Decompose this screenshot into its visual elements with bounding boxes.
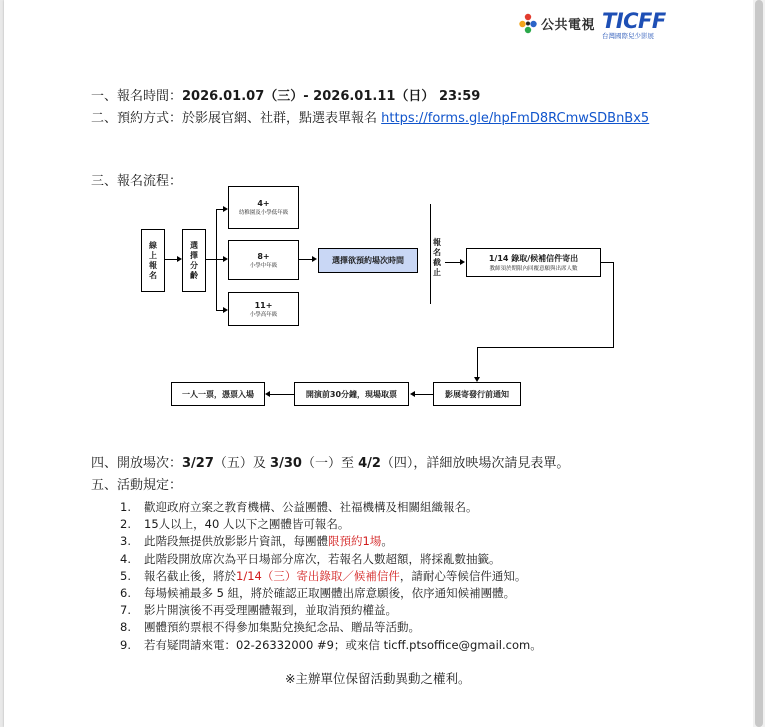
- registration-period-label: 一、報名時間：: [91, 89, 183, 104]
- pts-logo-text: 公共電視: [541, 17, 596, 33]
- booking-method: [91, 107, 649, 126]
- arrow-right-icon: [460, 259, 465, 265]
- arrow-right-icon: [312, 256, 317, 262]
- rule-item: [120, 551, 542, 568]
- flow-choose-age: 選擇分齡: [182, 229, 206, 292]
- rule-item: [120, 637, 542, 654]
- rule-item: [120, 602, 542, 619]
- rule-text: 此階段無提供放影影片資訊，每團體: [144, 534, 328, 549]
- rule-highlight-text: 限預約1場: [328, 534, 382, 549]
- screening-dates: 四、開放場次：3/27（五）及 3/30（一）至 4/2（四），詳細放映場次請見表單。: [91, 456, 570, 471]
- flow-age-8: 8+ 小學中年級: [228, 240, 299, 280]
- rule-number: 4.: [120, 551, 131, 566]
- rule-item: [120, 533, 542, 550]
- rule-text: 此階段開放席次為平日場部分席次，若報名人數超額，將採亂數抽籤。: [144, 551, 501, 566]
- flow-connector: [613, 262, 614, 348]
- rule-text: 歡迎政府立案之教育機構、公益團體、社福機構及相關組織報名。: [144, 500, 478, 514]
- registration-period: [91, 85, 480, 104]
- rule-item: [120, 499, 542, 516]
- rule-number: 9.: [120, 637, 131, 652]
- rule-text: 報名截止後，將於: [144, 568, 236, 583]
- flow-notification: 1/14 錄取/候補信件寄出 教師須於期限內回覆意願與出席人數: [466, 248, 601, 277]
- deadline-divider: [430, 204, 431, 304]
- booking-method-label: 二、預約方式：: [91, 111, 183, 126]
- process-heading: 三、報名流程：: [91, 174, 183, 189]
- footer-note: ※主辦單位保留活動異動之權利。: [285, 671, 471, 686]
- flow-connector: [270, 394, 294, 395]
- rule-number: 1.: [120, 500, 131, 514]
- rules-list: [120, 499, 542, 654]
- rule-highlight-text: 1/14（三）寄出錄取／候補信件: [236, 568, 400, 583]
- flow-connector: [414, 394, 433, 395]
- registration-period-value: 2026.01.07（三）- 2026.01.11（日） 23:59: [182, 89, 481, 104]
- flow-connector: [206, 259, 216, 260]
- pts-logo: [518, 12, 595, 34]
- document-page: [4, 0, 753, 727]
- rule-text: 若有疑問請來電：02-26332000 #9；或來信 ticff.ptsoffice@gmail.com。: [144, 637, 542, 652]
- arrow-left-icon: [410, 391, 415, 397]
- form-link[interactable]: https://forms.gle/hpFmD8RCmwSDBnBx5: [381, 111, 650, 126]
- flow-connector: [477, 347, 478, 377]
- ticff-logo-subtitle: 台灣國際兒少影展: [602, 32, 654, 40]
- booking-method-text: 於影展官網、社群，點選表單報名: [182, 111, 382, 126]
- rule-text: 影片開演後不再受理團體報到，並取消預約權益。: [144, 603, 397, 618]
- scrollbar-thumb[interactable]: [755, 0, 763, 727]
- rules-heading: 五、活動規定：: [91, 478, 183, 493]
- flow-reminder: 影展寄發行前通知: [433, 382, 521, 406]
- flow-ticket-pickup: 開演前30分鐘，現場取票: [294, 382, 409, 406]
- rule-item: [120, 619, 542, 636]
- ticff-logo: [602, 10, 672, 40]
- flow-entry: 一人一票，憑票入場: [171, 382, 265, 406]
- pts-logo-icon: [518, 12, 538, 34]
- scrollbar[interactable]: [753, 0, 765, 727]
- rule-number: 2.: [120, 517, 131, 532]
- flow-online-registration: 線上報名: [141, 229, 165, 292]
- flow-connector: [477, 347, 614, 348]
- rule-number: 7.: [120, 603, 131, 618]
- rule-text: 每場候補最多 5 組，將於確認正取團體出席意願後，依序通知候補團體。: [144, 586, 516, 601]
- rule-number: 5.: [120, 568, 131, 583]
- flow-age-11: 11+ 小學高年級: [228, 292, 299, 326]
- rule-item: [120, 516, 542, 533]
- rule-item: [120, 585, 542, 602]
- flow-connector: [445, 262, 461, 263]
- rule-number: 8.: [120, 620, 131, 635]
- rule-text: 15人以上，40 人以下之團體皆可報名。: [144, 517, 350, 532]
- flow-connector: [299, 259, 313, 260]
- flow-age-4: 4+ 幼稚園及小學低年級: [228, 186, 299, 229]
- rule-text: ，請耐心等候信件通知。: [399, 568, 527, 583]
- rule-item: [120, 568, 542, 585]
- flow-connector: [601, 262, 613, 263]
- ticff-logo-text: TICFF: [602, 9, 666, 33]
- rule-number: 6.: [120, 586, 131, 601]
- flow-deadline: 報名截止: [433, 238, 441, 277]
- rule-text: 。: [381, 534, 393, 549]
- rule-text: 團體預約票根不得參加集點兌換紀念品、贈品等活動。: [144, 620, 420, 635]
- rule-number: 3.: [120, 534, 131, 549]
- arrow-left-icon: [265, 391, 270, 397]
- flow-select-session: 選擇欲預約場次時間: [318, 248, 418, 273]
